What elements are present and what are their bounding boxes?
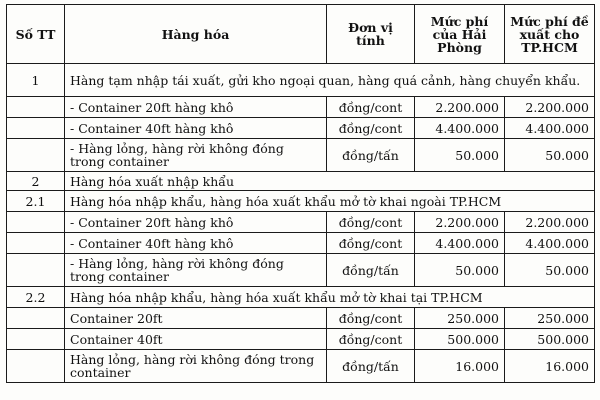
section-title: Hàng hóa xuất nhập khẩu xyxy=(65,172,595,191)
header-goods: Hàng hóa xyxy=(65,5,327,64)
table-row xyxy=(7,308,595,329)
empty-cell xyxy=(7,350,65,383)
table-row xyxy=(7,254,595,287)
section-title: Hàng hóa nhập khẩu, hàng hóa xuất khẩu mở tờ khai tại TP.HCM xyxy=(65,287,595,308)
goods-cell: - Container 20ft hàng khô xyxy=(65,212,327,233)
hcm-fee-cell: 50.000 xyxy=(505,254,595,287)
hcm-fee-cell: 16.000 xyxy=(505,350,595,383)
empty-cell xyxy=(7,233,65,254)
table-row xyxy=(7,329,595,350)
unit-cell: đồng/cont xyxy=(327,329,415,350)
section-number: 1 xyxy=(7,64,65,97)
table-row xyxy=(7,350,595,383)
header-hai-phong-fee: Mức phí của Hải Phòng xyxy=(415,5,505,64)
empty-cell xyxy=(7,118,65,139)
header-hcm-fee: Mức phí đề xuất cho TP.HCM xyxy=(505,5,595,64)
empty-cell xyxy=(7,308,65,329)
table-row xyxy=(7,64,595,97)
section-title: Hàng tạm nhập tái xuất, gửi kho ngoại quan, hàng quá cảnh, hàng chuyển khẩu. xyxy=(65,64,595,97)
table-row xyxy=(7,233,595,254)
unit-cell: đồng/tấn xyxy=(327,254,415,287)
hai-phong-fee-cell: 16.000 xyxy=(415,350,505,383)
goods-cell: - Hàng lỏng, hàng rời không đóng trong container xyxy=(65,254,327,287)
hcm-fee-cell: 500.000 xyxy=(505,329,595,350)
header-unit: Đơn vị tính xyxy=(327,5,415,64)
empty-cell xyxy=(7,139,65,172)
hai-phong-fee-cell: 50.000 xyxy=(415,254,505,287)
hai-phong-fee-cell: 4.400.000 xyxy=(415,233,505,254)
goods-cell: - Container 40ft hàng khô xyxy=(65,118,327,139)
section-number: 2.1 xyxy=(7,191,65,212)
unit-cell: đồng/cont xyxy=(327,97,415,118)
table-row xyxy=(7,118,595,139)
goods-cell: Container 40ft xyxy=(65,329,327,350)
table-row xyxy=(7,191,595,212)
section-title: Hàng hóa nhập khẩu, hàng hóa xuất khẩu mở tờ khai ngoài TP.HCM xyxy=(65,191,595,212)
hcm-fee-cell: 2.200.000 xyxy=(505,212,595,233)
hai-phong-fee-cell: 250.000 xyxy=(415,308,505,329)
table-row xyxy=(7,97,595,118)
hai-phong-fee-cell: 2.200.000 xyxy=(415,97,505,118)
hcm-fee-cell: 250.000 xyxy=(505,308,595,329)
hai-phong-fee-cell: 4.400.000 xyxy=(415,118,505,139)
goods-cell: - Container 40ft hàng khô xyxy=(65,233,327,254)
fee-table xyxy=(6,4,595,383)
unit-cell: đồng/cont xyxy=(327,308,415,329)
header-stt: Số TT xyxy=(7,5,65,64)
section-number: 2.2 xyxy=(7,287,65,308)
empty-cell xyxy=(7,97,65,118)
goods-cell: Container 20ft xyxy=(65,308,327,329)
goods-cell: Hàng lỏng, hàng rời không đóng trong container xyxy=(65,350,327,383)
empty-cell xyxy=(7,212,65,233)
hcm-fee-cell: 4.400.000 xyxy=(505,118,595,139)
unit-cell: đồng/tấn xyxy=(327,350,415,383)
empty-cell xyxy=(7,254,65,287)
unit-cell: đồng/cont xyxy=(327,118,415,139)
hcm-fee-cell: 50.000 xyxy=(505,139,595,172)
goods-cell: - Hàng lỏng, hàng rời không đóng trong container xyxy=(65,139,327,172)
table-row xyxy=(7,212,595,233)
hcm-fee-cell: 2.200.000 xyxy=(505,97,595,118)
table-row xyxy=(7,172,595,191)
table-row xyxy=(7,139,595,172)
goods-cell: - Container 20ft hàng khô xyxy=(65,97,327,118)
table-row xyxy=(7,287,595,308)
hai-phong-fee-cell: 500.000 xyxy=(415,329,505,350)
table-header-row xyxy=(7,5,595,64)
hcm-fee-cell: 4.400.000 xyxy=(505,233,595,254)
unit-cell: đồng/tấn xyxy=(327,139,415,172)
unit-cell: đồng/cont xyxy=(327,212,415,233)
section-number: 2 xyxy=(7,172,65,191)
empty-cell xyxy=(7,329,65,350)
hai-phong-fee-cell: 50.000 xyxy=(415,139,505,172)
unit-cell: đồng/cont xyxy=(327,233,415,254)
hai-phong-fee-cell: 2.200.000 xyxy=(415,212,505,233)
